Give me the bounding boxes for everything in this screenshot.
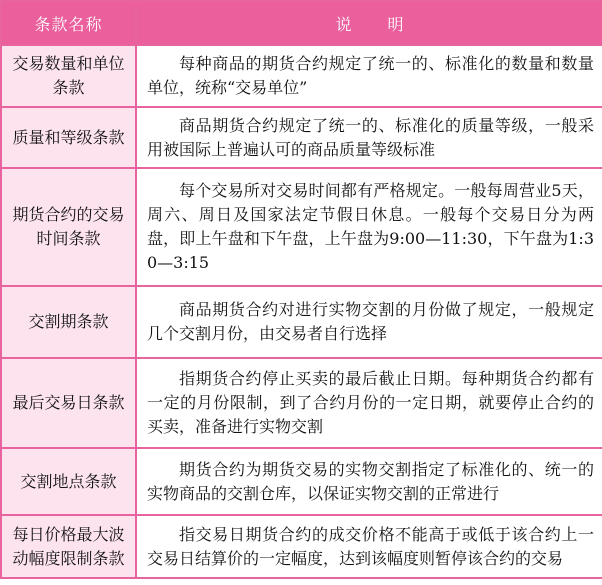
term-description-cell: 每种商品的期货合约规定了统一的、标准化的数量和数量单位，统称“交易单位” <box>136 45 602 107</box>
term-name-line-2: 时间条款 <box>36 229 101 248</box>
term-description-cell: 指交易日期货合约的成交价格不能高于或低于该合约上一交易日结算价的一定幅度，达到该幅度则暂停该合约的交易 <box>136 515 602 578</box>
term-name-cell <box>1 286 136 358</box>
table-row <box>1 107 602 168</box>
term-description-cell: 商品期货合约规定了统一的、标准化的质量等级，一般采用被国际上普遍认可的商品质量等级标准 <box>136 107 602 168</box>
term-name-line-1: 最后交易日条款 <box>12 393 125 412</box>
header-description-char-1: 说 <box>335 14 352 34</box>
term-name-cell <box>1 358 136 448</box>
table-row <box>1 168 602 286</box>
term-description-cell: 期货合约为期货交易的实物交割指定了标准化的、统一的实物商品的交割仓库，以保证实物交割的正常进行 <box>136 448 602 515</box>
term-description-cell: 商品期货合约对进行实物交割的月份做了规定，一般规定几个交割月份，由交易者自行选择 <box>136 286 602 358</box>
term-name-line-2: 条款 <box>52 78 85 97</box>
term-name-line-1: 交割期条款 <box>28 312 109 331</box>
term-name-cell <box>1 515 136 578</box>
table-row <box>1 286 602 358</box>
term-name-cell <box>1 107 136 168</box>
term-name-line-1: 期货合约的交易 <box>12 205 125 224</box>
term-name-line-1: 交易数量和单位 <box>12 54 125 73</box>
table-header-row <box>1 1 602 45</box>
table-row <box>1 358 602 448</box>
term-name-line-1: 质量和等级条款 <box>12 127 125 147</box>
header-description <box>136 1 602 45</box>
term-name-cell <box>1 45 136 107</box>
header-description-char-2: 明 <box>387 14 404 34</box>
term-name-line-1: 交割地点条款 <box>20 471 117 491</box>
term-name-cell <box>1 168 136 286</box>
table-row <box>1 45 602 107</box>
term-description-cell: 指期货合约停止买卖的最后截止日期。每种期货合约都有一定的月份限制，到了合约月份的一定日期，就要停止合约的买卖，准备进行实物交割 <box>136 358 602 448</box>
header-term-name: 条款名称 <box>1 1 136 45</box>
table-row <box>1 515 602 578</box>
term-description-cell: 每个交易所对交易时间都有严格规定。一般每周营业5天，周六、周日及国家法定节假日休息。一般每个交易日分为两盘，即上午盘和下午盘，上午盘为9:00—11:30，下午盘为1:30—3:15 <box>136 168 602 286</box>
term-name-cell <box>1 448 136 515</box>
term-name-line-2: 动幅度限制条款 <box>12 548 125 568</box>
table-row <box>1 448 602 515</box>
term-name-line-1: 每日价格最大波 <box>12 524 125 544</box>
